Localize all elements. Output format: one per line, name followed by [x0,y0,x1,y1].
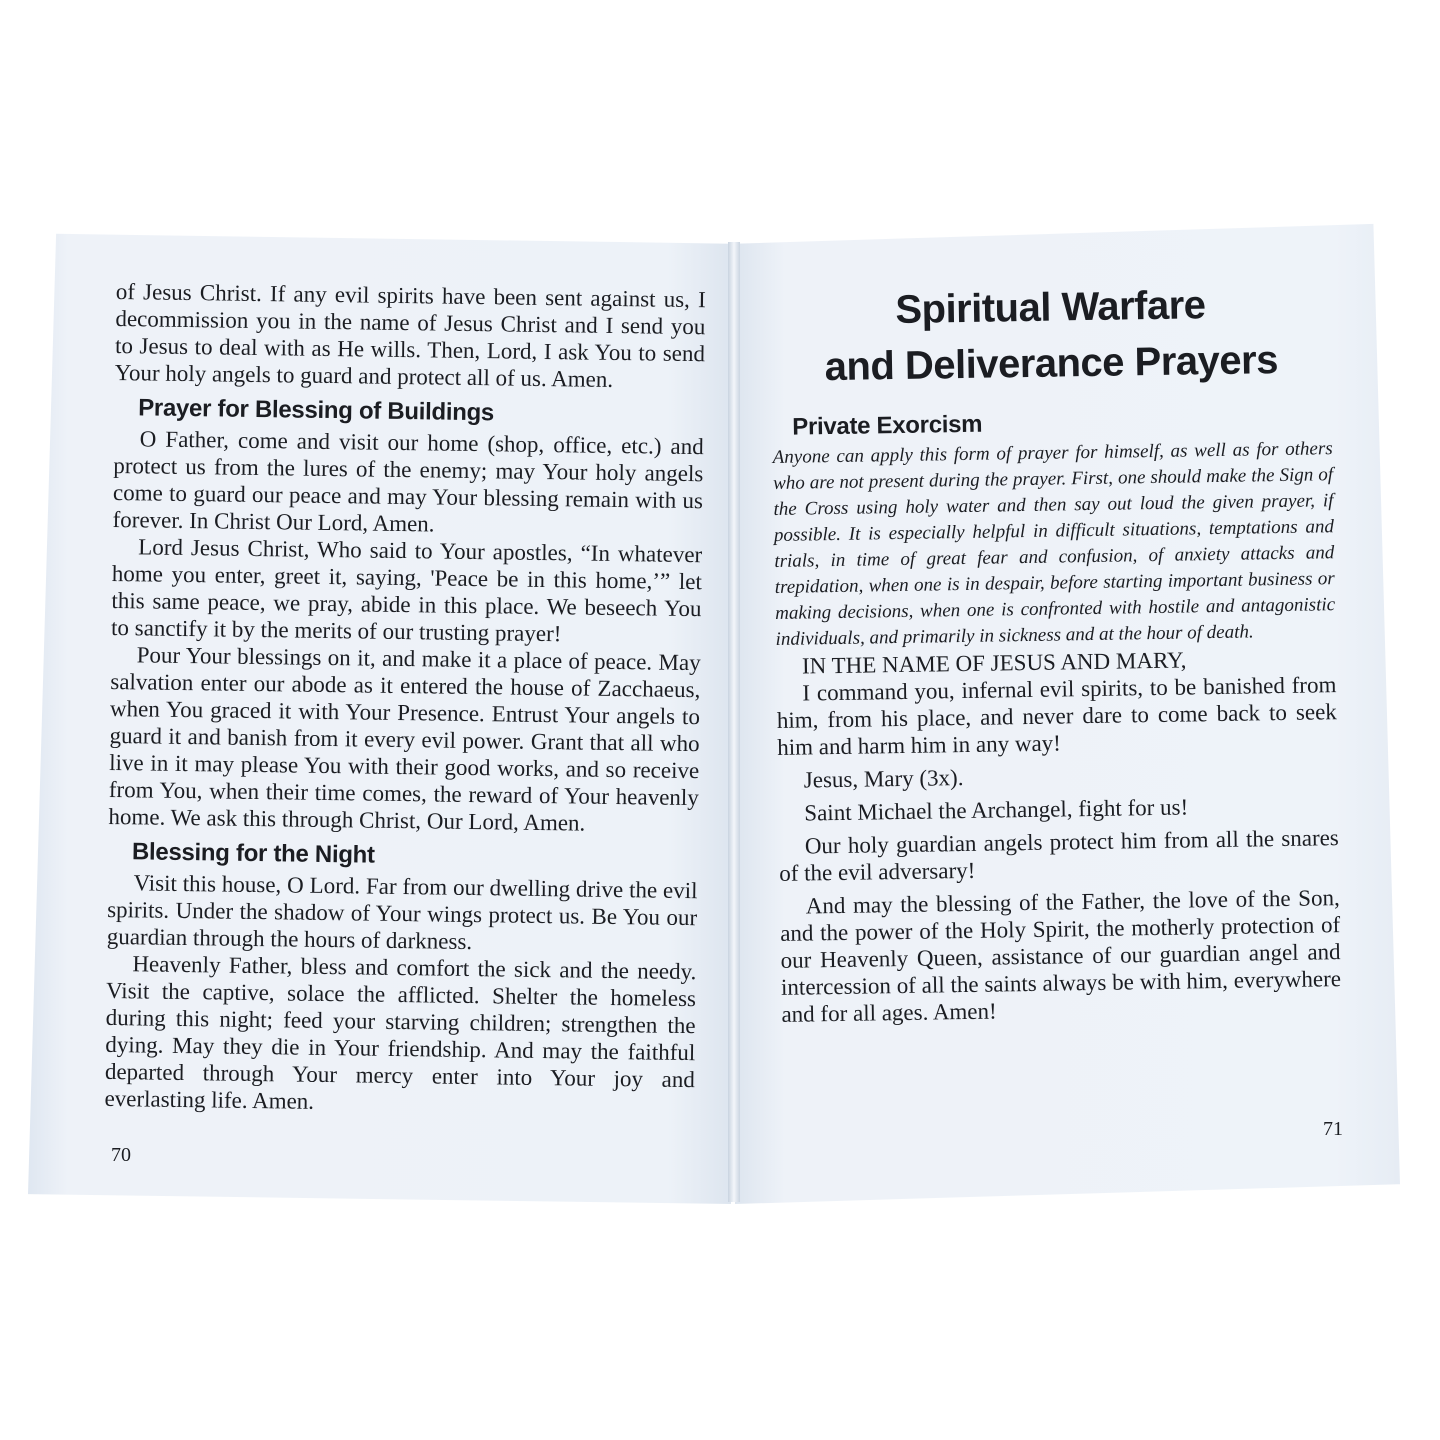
prayer-line: IN THE NAME OF JESUS AND MARY, [801,647,1187,679]
prayer-line: I command you, infernal evil spirits, to be banished from him, from his place, and never dare to come back to seek him and harm him in any way! [776,672,1337,760]
chapter-title-line-1: Spiritual Warfare [895,283,1206,333]
paragraph: O Father, come and visit our home (shop, office, etc.) and protect us from the lures of the enemy; may Your holy angels come to guard our peace and may Your blessing remain with us forever. In Christ Our Lord, Amen. [112,426,704,537]
prayer-line: Saint Michael the Archangel, fight for us! [804,794,1189,826]
left-page-text [104,278,706,1120]
intro-italic-paragraph: Anyone can apply this form of prayer for himself, as well as for others who are not present during the prayer. First, one should make the Sign of the Cross using holy water and then say out loud the given prayer, if possible. It is especially helpful in difficult situations, temptations and trials, in time of great fear and confusion, of anxiety attacks and trepidation, when one is in despair, before starting important business or making decisions, when one is confronted with hostile and antagonistic individuals, and primarily in sickness and at the hour of death. [772,438,1336,650]
prayer-line: And may the blessing of the Father, the love of the Son, and the power of the Holy Spirit, the motherly protection of our Heavenly Queen, assistance of our guardian angel and intercession of all the saints always be with him, everywhere and for all ages. Amen! [780,885,1342,1027]
page-number-right: 71 [1323,1118,1343,1140]
paragraph: Pour Your blessings on it, and make it a place of peace. May salvation enter our abode as it entered the house of Zacchaeus, when You graced it with Your Presence. Entrust Your angels to guard it and banish from it every evil power. Grant that all who live in it may please You with their good works, and so receive from You, when their time comes, the reward of Your heavenly home. We ask this through Christ, Our Lord, Amen. [108,642,701,836]
section-heading-private-exorcism: Private Exorcism [792,410,983,441]
prayer-line: Jesus, Mary (3x). [803,765,964,793]
prayer-line: Our holy guardian angels protect him from all the snares of the evil adversary! [779,825,1339,886]
prayer-text [776,644,1342,1028]
section-heading-blessing-buildings: Prayer for Blessing of Buildings [138,394,495,427]
chapter-title-line-2: and Deliverance Prayers [824,338,1279,390]
section-heading-blessing-night: Blessing for the Night [131,838,375,869]
opening-paragraph: of Jesus Christ. If any evil spirits have been sent against us, I decommission you in the name of Jesus Christ and I send you to Jesus to deal with as He wills. Then, Lord, I ask You to send Your holy angels to guard and protect all of us. Amen. [114,278,706,392]
paragraph: Lord Jesus Christ, Who said to Your apostles, “In whatever home you enter, greet it, saying, 'Peace be in this home,’” let this same peace, we pray, abide in this place. We beseech You to sanctify it by the merits of our trusting prayer! [110,534,703,647]
chapter-title [770,275,1332,396]
page-number-left: 70 [111,1144,131,1166]
paragraph: Heavenly Father, bless and comfort the sick and the needy. Visit the captive, solace the afflicted. Shelter the homeless during this night; feed your starving children; strengthen the dying. May they die in Your friendship. And may the faithful departed through Your mercy enter into Your joy and everlasting life. Amen. [104,951,697,1114]
right-page-text [770,275,1342,1028]
open-booklet [28,214,1400,1204]
book-spine [728,242,740,1202]
paragraph: Visit this house, O Lord. Far from our dwelling drive the evil spirits. Under the shadow of Your wings protect us. Be You our guardian through the hours of darkness. [106,870,698,955]
